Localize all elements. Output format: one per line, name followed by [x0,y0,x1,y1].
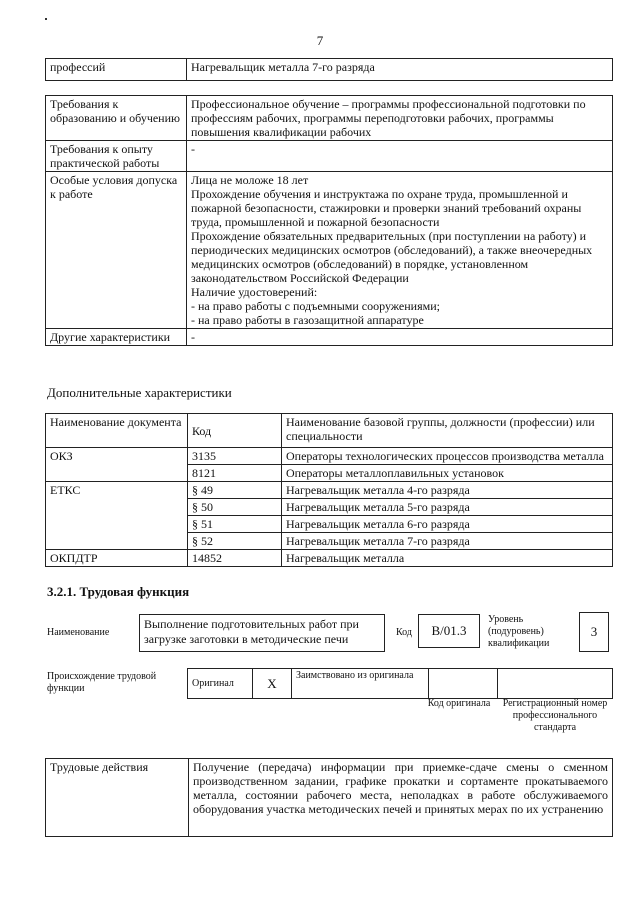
header-code: Код [188,414,282,448]
origin-table [187,668,613,699]
requirement-row [46,329,613,346]
requirement-label: Особые условия допуска к работе [46,172,187,329]
requirement-row [46,96,613,141]
borrowed-label: Заимствовано из оригинала [292,669,429,699]
additional-row [46,448,613,465]
requirement-row [46,141,613,172]
document-cell: ОКЗ [46,448,188,482]
name-cell: Нагревальщик металла 6-го разряда [282,516,613,533]
original-mark: X [253,669,292,699]
additional-row [46,550,613,567]
requirement-value [187,329,613,346]
requirement-line: - [191,142,195,156]
origin-label: Происхождение трудовой функции [47,671,157,694]
code-original-caption: Код оригинала [427,698,491,709]
requirement-line: - [191,330,195,344]
requirement-line: - на право работы с подъемными сооружениями; [191,299,440,313]
requirement-label: Требования к образованию и обучению [46,96,187,141]
document-cell: ОКПДТР [46,550,188,567]
code-cell: § 49 [188,482,282,499]
page-number: 7 [316,33,324,48]
level-label: Уровень (подуровень) квалификации [488,614,550,649]
code-cell: 8121 [188,465,282,482]
requirement-value [187,172,613,329]
additional-table [45,413,613,567]
original-code-cell [429,669,498,699]
requirement-value [187,141,613,172]
name-cell: Операторы металлоплавильных установок [282,465,613,482]
header-document: Наименование документа [46,414,188,448]
code-cell: § 52 [188,533,282,550]
requirement-line: Прохождение обязательных предварительных (при поступлении на работу) и периодических медицинских осмотров (обследований), а также внеочередных медицинских осмотров (обследований) в порядке, установленном законодательством Российской Федерации [191,229,593,285]
function-name-box: Выполнение подготовительных работ при загрузке заготовки в методические печи [139,614,385,652]
top-table-value: Нагревальщик металла 7-го разряда [187,59,613,81]
requirement-line: Лица не моложе 18 лет [191,173,309,187]
actions-text: Получение (передача) информации при приемке-сдаче смены о сменном производственном задании, графике прокатки и сортаменте прокатываемого металла, состоянии рабочего места, неполадках в работе обслуживаемого оборудования участка методических печей и принятых мерах по их устранению [189,759,613,837]
registration-cell [498,669,613,699]
name-cell: Операторы технологических процессов производства металла [282,448,613,465]
requirement-label: Другие характеристики [46,329,187,346]
name-label: Наименование [47,627,110,638]
actions-table [45,758,613,837]
name-cell: Нагревальщик металла 4-го разряда [282,482,613,499]
code-cell: § 51 [188,516,282,533]
requirement-value [187,96,613,141]
scan-speck [45,18,47,20]
requirement-line: Профессиональное обучение – программы профессиональной подготовки по профессиям рабочих, программы переподготовки рабочих, программы повышения квалификации рабочих [191,97,586,139]
requirement-line: - на право работы в газозащитной аппаратуре [191,313,424,327]
additional-title: Дополнительные характеристики [47,385,232,400]
name-cell: Нагревальщик металла [282,550,613,567]
header-name: Наименование базовой группы, должности (профессии) или специальности [282,414,613,448]
original-label: Оригинал [188,669,253,699]
top-table-label: профессий [46,59,187,81]
name-cell: Нагревальщик металла 7-го разряда [282,533,613,550]
top-table [45,58,613,81]
code-label: Код [396,627,412,638]
code-cell: § 50 [188,499,282,516]
section-title: 3.2.1. Трудовая функция [47,584,190,599]
requirement-line: Прохождение обучения и инструктажа по охране труда, промышленной и пожарной безопасности, стажировки и проверки знаний требований охраны труда, промышленной и пожарной безопасности [191,187,582,229]
code-cell: 14852 [188,550,282,567]
actions-label: Трудовые действия [46,759,189,837]
requirement-row [46,172,613,329]
requirements-table [45,95,613,346]
document-cell: ЕТКС [46,482,188,550]
requirement-label: Требования к опыту практической работы [46,141,187,172]
level-value-box: 3 [579,612,609,652]
requirement-line: Наличие удостоверений: [191,285,318,299]
registration-caption: Регистрационный номер профессионального стандарта [502,698,608,733]
name-cell: Нагревальщик металла 5-го разряда [282,499,613,516]
additional-row [46,482,613,499]
code-value-box: B/01.3 [418,614,480,648]
code-cell: 3135 [188,448,282,465]
